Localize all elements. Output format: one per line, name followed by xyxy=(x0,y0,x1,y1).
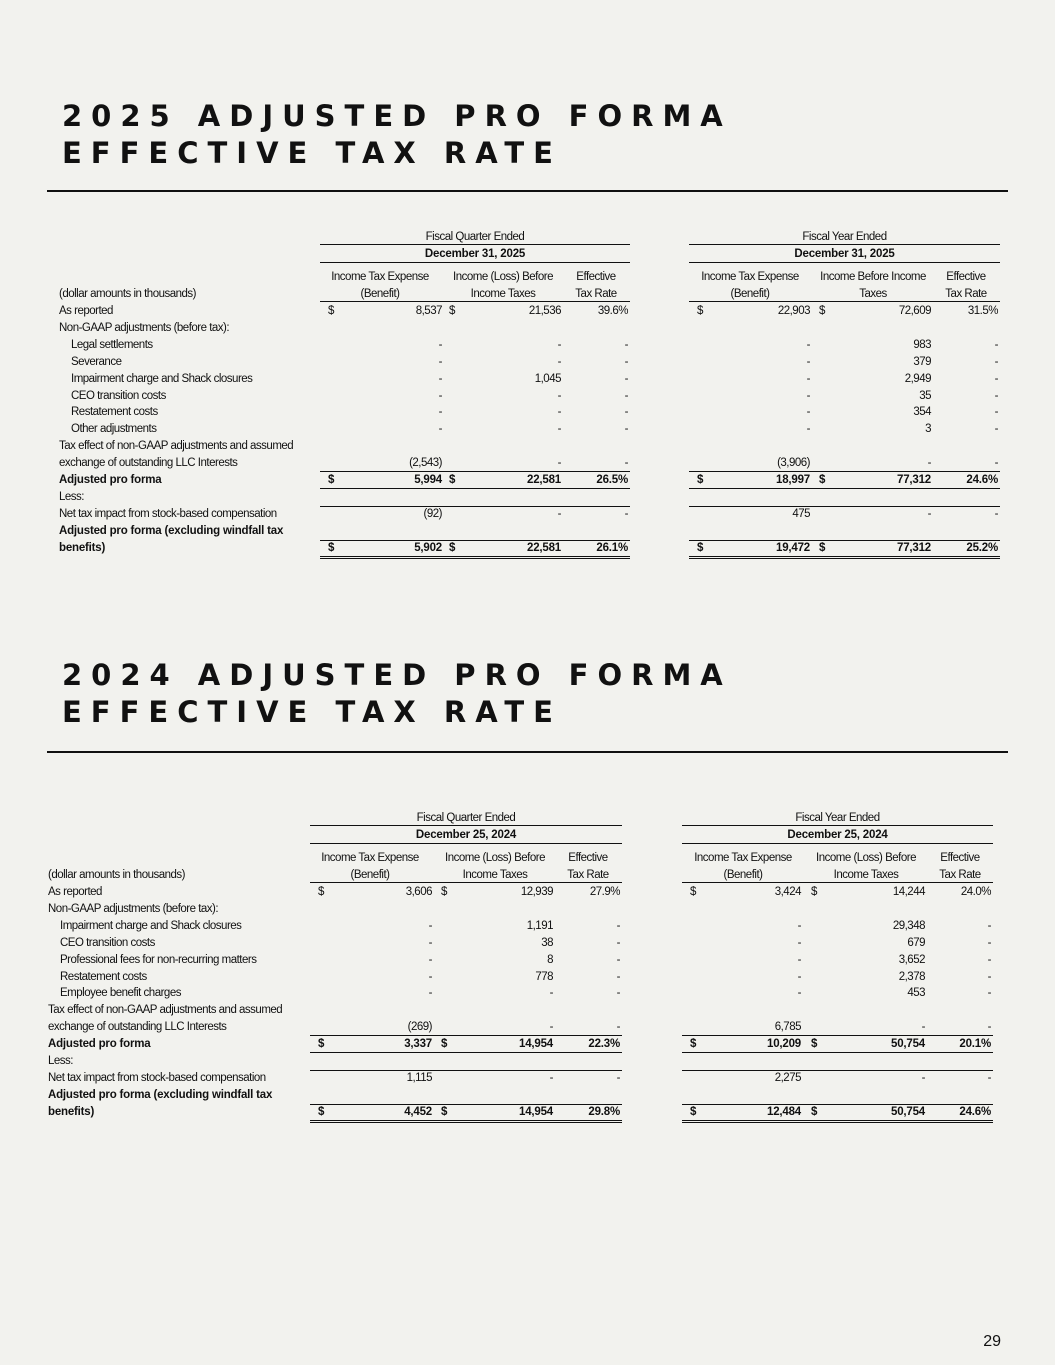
column-header: (Benefit) xyxy=(723,869,763,881)
currency-symbol: $ xyxy=(811,886,817,898)
row-label: Tax effect of non-GAAP adjustments and assumed xyxy=(48,1004,283,1017)
row-label: CEO transition costs xyxy=(71,389,166,402)
cell-income-before-taxes: 14,954 xyxy=(519,1105,553,1118)
row-label: Adjusted pro forma (excluding windfall tax xyxy=(48,1088,273,1101)
header-rule xyxy=(689,244,1000,245)
cell-income-before-taxes: 679 xyxy=(907,936,925,949)
cell-tax-expense: - xyxy=(806,406,810,419)
total-rule xyxy=(320,488,630,489)
cell-effective-rate: 24.6% xyxy=(959,1105,991,1118)
row-label: Employee benefit charges xyxy=(60,987,181,1000)
header-rule xyxy=(689,301,1000,302)
total-rule xyxy=(310,1035,622,1036)
cell-effective-rate: 24.6% xyxy=(966,474,998,486)
double-rule xyxy=(320,556,630,557)
cell-effective-rate: - xyxy=(616,987,620,1000)
cell-income-before-taxes: 50,754 xyxy=(891,1038,925,1051)
row-label: Non-GAAP adjustments (before tax): xyxy=(48,902,219,915)
total-rule xyxy=(689,488,1000,489)
currency-symbol: $ xyxy=(449,474,456,486)
cell-tax-expense: (2,543) xyxy=(409,457,442,470)
header-rule xyxy=(682,882,993,883)
column-header: (Benefit) xyxy=(730,288,770,300)
column-header: Taxes xyxy=(859,288,887,300)
column-header: (Benefit) xyxy=(360,288,400,300)
currency-symbol: $ xyxy=(328,305,334,317)
cell-income-before-taxes: 38 xyxy=(541,936,553,949)
cell-effective-rate: 24.0% xyxy=(960,886,991,898)
cell-tax-expense: - xyxy=(428,936,432,949)
row-label: Other adjustments xyxy=(71,423,157,436)
currency-symbol: $ xyxy=(690,1038,697,1051)
cell-tax-expense: 22,903 xyxy=(777,305,810,317)
units-label: (dollar amounts in thousands) xyxy=(59,288,196,300)
header-rule xyxy=(320,262,630,263)
cell-income-before-taxes: 22,581 xyxy=(527,474,561,486)
section-divider xyxy=(47,751,1008,753)
cell-effective-rate: - xyxy=(994,355,998,368)
cell-effective-rate: 39.6% xyxy=(597,305,628,317)
double-rule xyxy=(310,1120,622,1121)
total-rule xyxy=(320,471,630,472)
cell-tax-expense: - xyxy=(438,389,442,402)
cell-tax-expense: - xyxy=(438,406,442,419)
cell-tax-expense: - xyxy=(438,423,442,436)
cell-income-before-taxes: 354 xyxy=(913,406,931,419)
row-label: Net tax impact from stock-based compensation xyxy=(59,507,277,520)
cell-tax-expense: 5,994 xyxy=(414,474,442,486)
cell-tax-expense: - xyxy=(797,953,801,966)
column-header: Income (Loss) Before xyxy=(453,271,553,283)
cell-income-before-taxes: - xyxy=(927,457,931,470)
currency-symbol: $ xyxy=(690,1105,697,1118)
period-label: Fiscal Year Ended xyxy=(802,231,887,243)
cell-income-before-taxes: 453 xyxy=(907,987,925,1000)
header-rule xyxy=(310,843,622,844)
cell-income-before-taxes: 379 xyxy=(913,355,931,368)
column-header: Income Tax Expense xyxy=(694,852,792,864)
cell-tax-expense: 3,424 xyxy=(774,886,801,898)
row-label: As reported xyxy=(48,886,102,898)
header-rule xyxy=(320,301,630,302)
period-date: December 25, 2024 xyxy=(415,829,517,841)
section-title-2024: 2024 ADJUSTED PRO FORMA EFFECTIVE TAX RATE xyxy=(62,658,732,729)
cell-tax-expense: - xyxy=(806,423,810,436)
column-header: Income Taxes xyxy=(462,869,528,881)
period-date: December 25, 2024 xyxy=(787,829,888,841)
cell-income-before-taxes: 8 xyxy=(547,953,553,966)
row-label: Adjusted pro forma (excluding windfall tax xyxy=(59,524,284,537)
cell-income-before-taxes: 12,939 xyxy=(520,886,553,898)
row-label: benefits) xyxy=(48,1105,95,1118)
cell-income-before-taxes: - xyxy=(549,1021,553,1034)
currency-symbol: $ xyxy=(449,541,456,554)
cell-tax-expense: - xyxy=(438,355,442,368)
cell-effective-rate: 22.3% xyxy=(588,1038,620,1051)
cell-effective-rate: - xyxy=(994,423,998,436)
column-header: Effective xyxy=(568,852,608,864)
cell-tax-expense: (3,906) xyxy=(777,457,810,470)
column-header: Tax Rate xyxy=(567,869,609,881)
period-label: Fiscal Year Ended xyxy=(795,812,880,824)
currency-symbol: $ xyxy=(449,305,455,317)
cell-effective-rate: - xyxy=(994,338,998,351)
cell-income-before-taxes: 1,191 xyxy=(526,919,553,932)
total-rule xyxy=(682,1104,993,1105)
row-label: Severance xyxy=(71,355,122,368)
total-rule xyxy=(689,471,1000,472)
cell-income-before-taxes: 778 xyxy=(535,970,553,983)
cell-income-before-taxes: - xyxy=(549,1071,553,1084)
cell-effective-rate: - xyxy=(994,389,998,402)
cell-income-before-taxes: 3,652 xyxy=(898,953,925,966)
cell-tax-expense: 3,337 xyxy=(404,1038,432,1051)
cell-income-before-taxes: 3 xyxy=(925,423,931,436)
column-header: (Benefit) xyxy=(350,869,390,881)
cell-tax-expense: - xyxy=(806,389,810,402)
cell-tax-expense: 6,785 xyxy=(774,1021,801,1034)
cell-income-before-taxes: 29,348 xyxy=(892,919,925,932)
cell-income-before-taxes: 2,949 xyxy=(904,372,931,385)
total-rule xyxy=(320,540,630,541)
cell-tax-expense: - xyxy=(438,338,442,351)
cell-effective-rate: 20.1% xyxy=(959,1038,991,1051)
total-rule xyxy=(682,1052,993,1053)
cell-effective-rate: 27.9% xyxy=(589,886,620,898)
cell-income-before-taxes: 50,754 xyxy=(891,1105,925,1118)
cell-income-before-taxes: - xyxy=(557,457,561,470)
row-label: CEO transition costs xyxy=(60,936,155,949)
header-rule xyxy=(682,843,993,844)
total-rule xyxy=(689,506,1000,507)
currency-symbol: $ xyxy=(819,305,825,317)
row-label: Legal settlements xyxy=(71,338,153,351)
row-label: Less: xyxy=(48,1055,73,1067)
currency-symbol: $ xyxy=(697,541,704,554)
row-label: Impairment charge and Shack closures xyxy=(71,372,253,385)
total-rule xyxy=(689,540,1000,541)
row-label: Adjusted pro forma xyxy=(48,1038,151,1051)
cell-effective-rate: - xyxy=(624,457,628,470)
cell-effective-rate: - xyxy=(616,1021,620,1034)
double-rule xyxy=(310,1122,622,1123)
column-header: Tax Rate xyxy=(939,869,981,881)
cell-tax-expense: 4,452 xyxy=(404,1105,432,1118)
cell-tax-expense: 475 xyxy=(792,507,810,520)
cell-effective-rate: - xyxy=(616,919,620,932)
cell-tax-expense: 2,275 xyxy=(774,1071,801,1084)
currency-symbol: $ xyxy=(441,886,447,898)
column-header: Income Tax Expense xyxy=(321,852,419,864)
cell-income-before-taxes: - xyxy=(921,1071,925,1084)
row-label: As reported xyxy=(59,305,113,317)
currency-symbol: $ xyxy=(318,1105,325,1118)
cell-income-before-taxes: - xyxy=(557,389,561,402)
cell-tax-expense: 5,902 xyxy=(414,541,442,554)
cell-effective-rate: - xyxy=(616,936,620,949)
section-divider xyxy=(47,190,1008,192)
currency-symbol: $ xyxy=(811,1105,818,1118)
cell-effective-rate: - xyxy=(616,970,620,983)
cell-effective-rate: - xyxy=(624,338,628,351)
row-label: benefits) xyxy=(59,541,106,554)
cell-effective-rate: 31.5% xyxy=(967,305,998,317)
cell-tax-expense: - xyxy=(428,919,432,932)
cell-income-before-taxes: 1,045 xyxy=(534,372,561,385)
cell-income-before-taxes: 21,536 xyxy=(528,305,561,317)
currency-symbol: $ xyxy=(697,305,703,317)
column-header: Income Before Income xyxy=(820,271,926,283)
cell-tax-expense: 12,484 xyxy=(767,1105,801,1118)
cell-effective-rate: - xyxy=(624,372,628,385)
cell-effective-rate: 26.1% xyxy=(596,541,628,554)
currency-symbol: $ xyxy=(318,886,324,898)
column-header: Income Taxes xyxy=(833,869,899,881)
cell-income-before-taxes: - xyxy=(557,423,561,436)
cell-income-before-taxes: 72,609 xyxy=(898,305,931,317)
cell-income-before-taxes: - xyxy=(549,987,553,1000)
cell-tax-expense: - xyxy=(797,936,801,949)
row-label: Net tax impact from stock-based compensation xyxy=(48,1071,266,1084)
row-label: Impairment charge and Shack closures xyxy=(60,919,242,932)
row-label: Restatement costs xyxy=(60,970,147,983)
header-rule xyxy=(682,825,993,826)
cell-tax-expense: (269) xyxy=(407,1021,432,1034)
cell-tax-expense: 10,209 xyxy=(767,1038,801,1051)
row-label: Tax effect of non-GAAP adjustments and assumed xyxy=(59,440,294,453)
cell-tax-expense: - xyxy=(428,987,432,1000)
cell-effective-rate: - xyxy=(994,372,998,385)
column-header: Income (Loss) Before xyxy=(816,852,916,864)
total-rule xyxy=(682,1070,993,1071)
cell-effective-rate: - xyxy=(994,507,998,520)
cell-effective-rate: - xyxy=(616,953,620,966)
cell-tax-expense: 19,472 xyxy=(776,541,810,554)
cell-effective-rate: - xyxy=(624,389,628,402)
cell-effective-rate: 29.8% xyxy=(588,1105,620,1118)
cell-effective-rate: 26.5% xyxy=(596,474,628,486)
cell-effective-rate: - xyxy=(616,1071,620,1084)
cell-income-before-taxes: - xyxy=(927,507,931,520)
row-label: Adjusted pro forma xyxy=(59,474,162,486)
column-header: Income Tax Expense xyxy=(331,271,429,283)
cell-income-before-taxes: 22,581 xyxy=(527,541,561,554)
cell-tax-expense: - xyxy=(428,953,432,966)
period-date: December 31, 2025 xyxy=(424,248,526,260)
cell-income-before-taxes: 983 xyxy=(913,338,931,351)
column-header: Effective xyxy=(576,271,616,283)
cell-effective-rate: - xyxy=(987,936,991,949)
section-title-2025: 2025 ADJUSTED PRO FORMA EFFECTIVE TAX RATE xyxy=(62,99,732,170)
cell-tax-expense: - xyxy=(806,355,810,368)
cell-effective-rate: - xyxy=(987,953,991,966)
cell-income-before-taxes: 2,378 xyxy=(898,970,925,983)
double-rule xyxy=(320,558,630,559)
cell-effective-rate: - xyxy=(987,1021,991,1034)
page-number: 29 xyxy=(983,1333,1001,1350)
cell-income-before-taxes: 14,244 xyxy=(892,886,925,898)
cell-income-before-taxes: - xyxy=(557,406,561,419)
cell-effective-rate: - xyxy=(987,987,991,1000)
cell-income-before-taxes: 14,954 xyxy=(519,1038,553,1051)
cell-tax-expense: - xyxy=(797,987,801,1000)
cell-income-before-taxes: 77,312 xyxy=(897,541,931,554)
cell-income-before-taxes: 35 xyxy=(919,389,931,402)
row-label: Professional fees for non-recurring matters xyxy=(60,953,257,966)
period-date: December 31, 2025 xyxy=(794,248,895,260)
cell-tax-expense: (92) xyxy=(423,507,442,520)
cell-effective-rate: - xyxy=(987,919,991,932)
row-label: Non-GAAP adjustments (before tax): xyxy=(59,321,230,334)
row-label: exchange of outstanding LLC Interests xyxy=(59,457,238,470)
header-rule xyxy=(310,882,622,883)
double-rule xyxy=(682,1120,993,1121)
column-header: Effective xyxy=(940,852,980,864)
currency-symbol: $ xyxy=(441,1105,448,1118)
currency-symbol: $ xyxy=(819,541,826,554)
cell-tax-expense: 18,997 xyxy=(776,474,810,486)
cell-effective-rate: 25.2% xyxy=(966,541,998,554)
currency-symbol: $ xyxy=(328,474,335,486)
header-rule xyxy=(689,262,1000,263)
header-rule xyxy=(320,244,630,245)
cell-tax-expense: - xyxy=(428,970,432,983)
cell-income-before-taxes: 77,312 xyxy=(897,474,931,486)
column-header: Effective xyxy=(946,271,986,283)
column-header: Tax Rate xyxy=(575,288,617,300)
period-label: Fiscal Quarter Ended xyxy=(425,231,525,243)
currency-symbol: $ xyxy=(811,1038,818,1051)
currency-symbol: $ xyxy=(318,1038,325,1051)
cell-tax-expense: 8,537 xyxy=(415,305,442,317)
cell-income-before-taxes: - xyxy=(557,507,561,520)
currency-symbol: $ xyxy=(697,474,704,486)
cell-effective-rate: - xyxy=(994,457,998,470)
row-label: exchange of outstanding LLC Interests xyxy=(48,1021,227,1034)
cell-tax-expense: - xyxy=(438,372,442,385)
cell-effective-rate: - xyxy=(624,355,628,368)
column-header: Tax Rate xyxy=(945,288,987,300)
cell-effective-rate: - xyxy=(624,507,628,520)
cell-effective-rate: - xyxy=(624,423,628,436)
cell-tax-expense: - xyxy=(797,919,801,932)
row-label: Restatement costs xyxy=(71,406,158,419)
column-header: Income (Loss) Before xyxy=(445,852,545,864)
cell-tax-expense: - xyxy=(797,970,801,983)
total-rule xyxy=(310,1052,622,1053)
cell-tax-expense: - xyxy=(806,338,810,351)
cell-income-before-taxes: - xyxy=(557,338,561,351)
currency-symbol: $ xyxy=(690,886,696,898)
cell-tax-expense: - xyxy=(806,372,810,385)
currency-symbol: $ xyxy=(328,541,335,554)
column-header: Income Taxes xyxy=(470,288,536,300)
total-rule xyxy=(310,1070,622,1071)
currency-symbol: $ xyxy=(819,474,826,486)
currency-symbol: $ xyxy=(441,1038,448,1051)
cell-tax-expense: 1,115 xyxy=(406,1071,432,1084)
cell-tax-expense: 3,606 xyxy=(405,886,432,898)
double-rule xyxy=(689,556,1000,557)
double-rule xyxy=(682,1122,993,1123)
cell-effective-rate: - xyxy=(624,406,628,419)
units-label: (dollar amounts in thousands) xyxy=(48,869,185,881)
period-label: Fiscal Quarter Ended xyxy=(416,812,516,824)
row-label: Less: xyxy=(59,490,84,503)
cell-income-before-taxes: - xyxy=(557,355,561,368)
cell-effective-rate: - xyxy=(987,970,991,983)
cell-effective-rate: - xyxy=(987,1071,991,1084)
cell-effective-rate: - xyxy=(994,406,998,419)
total-rule xyxy=(310,1104,622,1105)
double-rule xyxy=(689,558,1000,559)
cell-income-before-taxes: - xyxy=(921,1021,925,1034)
total-rule xyxy=(320,506,630,507)
column-header: Income Tax Expense xyxy=(701,271,799,283)
header-rule xyxy=(310,825,622,826)
total-rule xyxy=(682,1035,993,1036)
